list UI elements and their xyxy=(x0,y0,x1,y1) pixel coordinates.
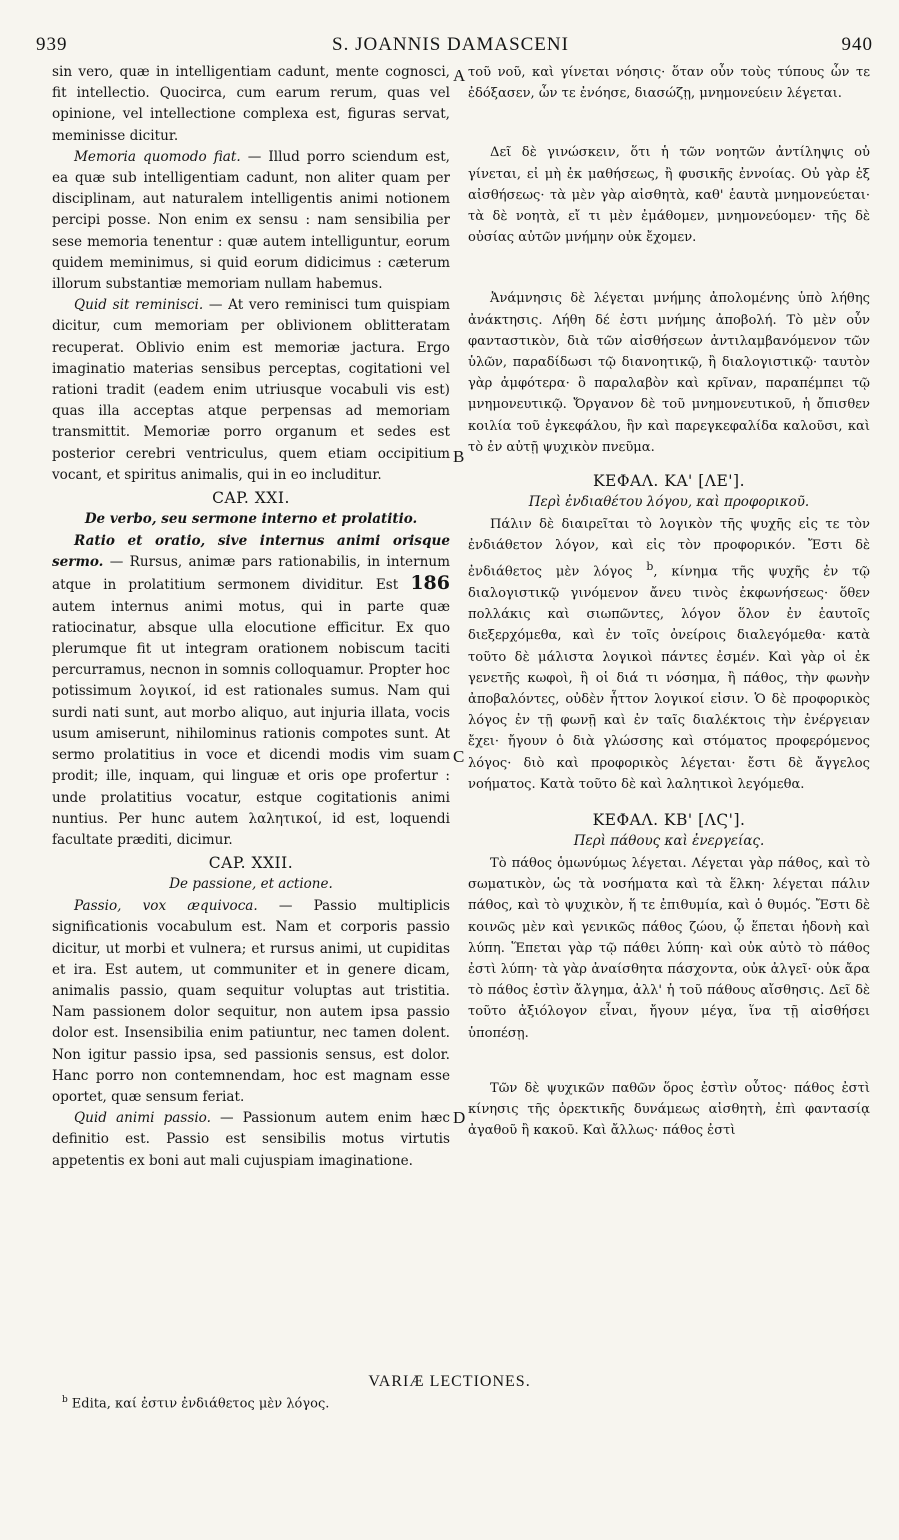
chapter-heading: ΚΕΦΑΛ. ΚΑ' [ΛΕ']. xyxy=(592,472,746,491)
paragraph-text: Πάλιν δὲ διαιρεῖται τὸ λογικὸν τῆς ψυχῆς εἰς τε τὸν ἐνδιάθετον λόγον, καὶ εἰς τὸν προφορικόν. Ἔστι δὲ ἐνδιάθετος μὲν λόγος xyxy=(468,517,870,580)
footnote-marker: b xyxy=(646,560,654,574)
running-header xyxy=(28,30,873,60)
side-label: Quid sit reminisci. xyxy=(74,297,204,314)
paragraph-text: autem internus animi motus, qui in parte quæ ratiocinatur, absque ulla elocutione efficitur. Ex quo plerumque fit ut integram orationem nobiscum taciti percurramus, necnon in somnis colloquamur. Propter hoc potissimum λογικοί, id est rationales sumus. Nam qui surdi nati sunt, aut morbo aliquo, aut injuria illata, vocis usum amiserunt, nihilominus rationis compotes sunt. At sermo prolatitius in voce et dicendi modis vim suam prodit; ille, inquam, qui linguæ et oris ope profertur : unde prolatitius vocatur, estque cogitationis animi nuntius. Per hunc autem λαλητικοί, id est, loquendi facultate præditi, dicimur. xyxy=(52,598,450,848)
paragraph-text: — Illud porro sciendum est, ea quæ sub intelligentiam cadunt, non aliter quam per disciplinam, aut naturalem intelligentis animi notionem percipi posse. Non enim ex sensu : nam sensibilia per sese memoria tenentur : quæ autem intelliguntur, eorum quidem meminimus, si quid eorum didicimus : cæterum illorum substantiæ memoriam nullam habemus. xyxy=(52,148,450,293)
chapter-subtitle: Περὶ πάθους καὶ ἐνεργείας. xyxy=(573,833,765,850)
footnote-marker: b xyxy=(62,1395,68,1405)
greek-paragraph: τοῦ νοῦ, καὶ γίνεται νόησις· ὅταν οὖν τοὺς τύπους ὧν τε ἐδόξασεν, ὧν τε ἐνόησε, διασώζῃ, μνημονεύειν λέγεται. xyxy=(468,65,870,102)
side-label: Memoria quomodo fiat. xyxy=(74,148,241,165)
running-title: S. JOANNIS DAMASCENI xyxy=(332,34,569,55)
chapter-heading: CAP. XXII. xyxy=(208,854,294,873)
latin-column xyxy=(52,62,450,1172)
paragraph-text: — Passio multiplicis significationis vocabulum est. Nam et corporis passio dicitur, ut morbi et vulnera; et rursus animi, ut cupiditas et ira. Est autem, ut communiter et in genere dicam, animalis passio, quam sequitur voluptas aut tristitia. Nam passionem dolor sequitur, non autem ipsa passio dolor est. Insensibilia enim patiuntur, nec tamen dolent. Non igitur passio ipsa, sed passionis sensus, est dolor. Hanc porro non contemnendam, hoc est magnam esse oportet, quæ sensum feriat. xyxy=(52,898,450,1105)
paragraph-text: , κίνημα τῆς ψυχῆς ἐν τῷ διαλογιστικῷ γινόμενον ἄνευ τινὸς ἐκφωνήσεως· ὅθεν πολλάκις καὶ σιωπῶντες, λόγον ὅλον ἐν ἑαυτοῖς διεξερχόμεθα, καὶ ἐν τοῖς ὀνείροις διαλεγόμεθα· κατὰ τοῦτο δὲ μάλιστα λογικοὶ πάντες ἐσμέν. Καὶ γὰρ οἱ ἐκ γενετῆς κωφοὶ, ἢ οἱ διά τι νόσημα, ἢ πάθος, τὴν φωνὴν ἀποβαλόντες, οὐδὲν ἧττον λογικοί εἰσιν. Ὁ δὲ προφορικὸς λόγος ἐν τῇ φωνῇ καὶ ἐν ταῖς διαλέκτοις τὴν ἐνέργειαν ἔχει· ἤγουν ὁ διὰ γλώσσης καὶ στόματος προφερόμενος λόγος· διὸ καὶ προφορικὸς λέγεται· ἔστι δὲ ἄγγελος νοήματος. Κατὰ τοῦτο δὲ καὶ λαλητικοὶ λεγόμεθα. xyxy=(468,564,870,792)
footnote xyxy=(62,1395,329,1411)
latin-paragraph xyxy=(52,295,450,486)
greek-paragraph: Ἀνάμνησις δὲ λέγεται μνήμης ἀπολομένης ὑπὸ λήθης ἀνάκτησις. Λήθη δέ ἐστι μνήμης ἀποβολή. Τὸ μὲν οὖν φανταστικὸν, διὰ τῶν αἰσθήσεων ἀντιλαμβανόμενον τῶν ὑλῶν, παραδίδωσι τῷ διανοητικῷ, ἢ διαλογιστικῷ· ταυτὸν γὰρ ἀμφότερα· ὃ παραλαβὸν καὶ κρῖναν, παραπέμπει τῷ μνημονευτικῷ. Ὄργανον δὲ τοῦ μνημονευτικοῦ, ἡ ὄπισθεν κοιλία τοῦ ἐγκεφάλου, ἣν καὶ παρεγκεφαλίδα καλοῦσι, καὶ τὸ ἐν αὐτῇ ψυχικὸν πνεῦμα. xyxy=(468,291,870,455)
margin-letter-d: D xyxy=(453,1108,466,1127)
side-label: Passio, vox æquivoca. xyxy=(74,898,258,915)
paragraph-text: — Rursus, animæ pars rationabilis, in internum atque in prolatitium sermonem dividitur. Est xyxy=(52,554,450,594)
greek-paragraph: Τὸ πάθος ὁμωνύμως λέγεται. Λέγεται γὰρ πάθος, καὶ τὸ σωματικὸν, ὡς τὰ νοσήματα καὶ τὰ ἕλκη· λέγεται πάλιν πάθος, καὶ τὸ ψυχικὸν, ἥ τε ἐπιθυμία, καὶ ὁ θυμός. Ἔστι δὲ κοινῶς μὲν καὶ γενικῶς πάθος ζώου, ᾧ ἕπεται ἡδονὴ καὶ λύπη. Ἕπεται γὰρ τῷ πάθει λύπη· καὶ οὐκ αὐτὸ τὸ πάθος ἐστὶ λύπη· τὰ γὰρ ἀναίσθητα πάσχοντα, οὐκ ἀλγεῖ· οὐκ ἄρα τὸ πάθος ἐστὶν ἄλγημα, ἀλλ' ἡ τοῦ πάθους αἴσθησις. Δεῖ δὲ τοῦτο ἀξιόλογον εἶναι, ἤγουν μέγα, ἵνα τῇ αἰσθήσει ὑποπέσῃ. xyxy=(468,856,870,1041)
latin-paragraph xyxy=(52,147,450,295)
paragraph-text: — Passionum autem enim hæc definitio est. Passio est sensibilis motus virtutis appetentis ex boni aut mali cujuspiam imaginatione. xyxy=(52,1110,450,1169)
margin-letter-b: B xyxy=(453,447,465,466)
column-number: 186 xyxy=(410,572,450,595)
spacer xyxy=(468,248,870,288)
margin-letter-a: A xyxy=(453,66,466,85)
greek-paragraph: Τῶν δὲ ψυχικῶν παθῶν ὅρος ἐστὶν οὗτος· πάθος ἐστὶ κίνησις τῆς ὀρεκτικῆς δυνάμεως αἰσθητὴ, ἐπὶ φαντασίᾳ ἀγαθοῦ ἢ κακοῦ. Καὶ ἄλλως· πάθος ἐστὶ xyxy=(468,1080,870,1139)
greek-paragraph: Δεῖ δὲ γινώσκειν, ὅτι ἡ τῶν νοητῶν ἀντίληψις οὐ γίνεται, εἰ μὴ ἐκ μαθήσεως, ἢ φυσικῆς ἐννοίας. Οὐ γὰρ ἐξ αἰσθήσεως· τὰ μὲν γὰρ αἰσθητὰ, καθ' ἑαυτὰ μνημονεύεται· τὰ δὲ νοητὰ, εἴ τι μὲν ἐμάθομεν, μνημονεύομεν· τῆς δὲ οὐσίας αὐτῶν μνήμην οὐκ ἔχομεν. xyxy=(468,145,870,246)
spacer xyxy=(468,1044,870,1078)
chapter-subtitle: Περὶ ἐνδιαθέτου λόγου, καὶ προφορικοῦ. xyxy=(528,494,810,511)
footnote-text: Edita, καί ἐστιν ἐνδιάθετος μὲν λόγος. xyxy=(71,1396,330,1412)
latin-paragraph: sin vero, quæ in intelligentiam cadunt, mente cognosci, fit intellectio. Quocirca, cum earum rerum, quas vel opinione, vel intellectione complexa est, figuras servat, meminisse dicitur. xyxy=(52,64,450,144)
latin-paragraph xyxy=(52,896,450,1108)
margin-letter-c: C xyxy=(453,747,465,766)
side-label: Quid animi passio. xyxy=(74,1110,211,1127)
chapter-heading: ΚΕΦΑΛ. ΚΒ' [ΛϚ']. xyxy=(592,811,746,830)
greek-column xyxy=(468,62,870,1141)
latin-paragraph xyxy=(52,1108,450,1172)
spacer xyxy=(468,104,870,142)
paragraph-text: — At vero reminisci tum quispiam dicitur, cum memoriam per oblivionem oblitteratam recuperat. Oblivio enim est memoriæ jactura. Ergo imaginatio materias sensibus perceptas, cogitationi vel rationi tradit (eadem enim utriusque vocabuli vis est) quas illa acceptas atque perpensas ad memoriam transmittit. Memoriæ porro organum et sedes est posterior cerebri ventriculus, quem etiam occipitium vocant, et spiritus animalis, qui in eo includitur. xyxy=(52,297,450,483)
side-label: Ratio et oratio, sive internus animi orisque sermo. xyxy=(52,533,450,571)
chapter-subtitle: De verbo, seu sermone interno et prolatitio. xyxy=(84,511,418,528)
chapter-heading: CAP. XXI. xyxy=(212,489,290,508)
variae-lectiones-heading: VARIÆ LECTIONES. xyxy=(368,1373,531,1390)
page-number-right: 940 xyxy=(841,34,873,55)
greek-paragraph xyxy=(468,514,870,795)
page-number-left: 939 xyxy=(36,34,68,55)
chapter-subtitle: De passione, et actione. xyxy=(169,876,333,893)
latin-paragraph xyxy=(52,531,450,851)
